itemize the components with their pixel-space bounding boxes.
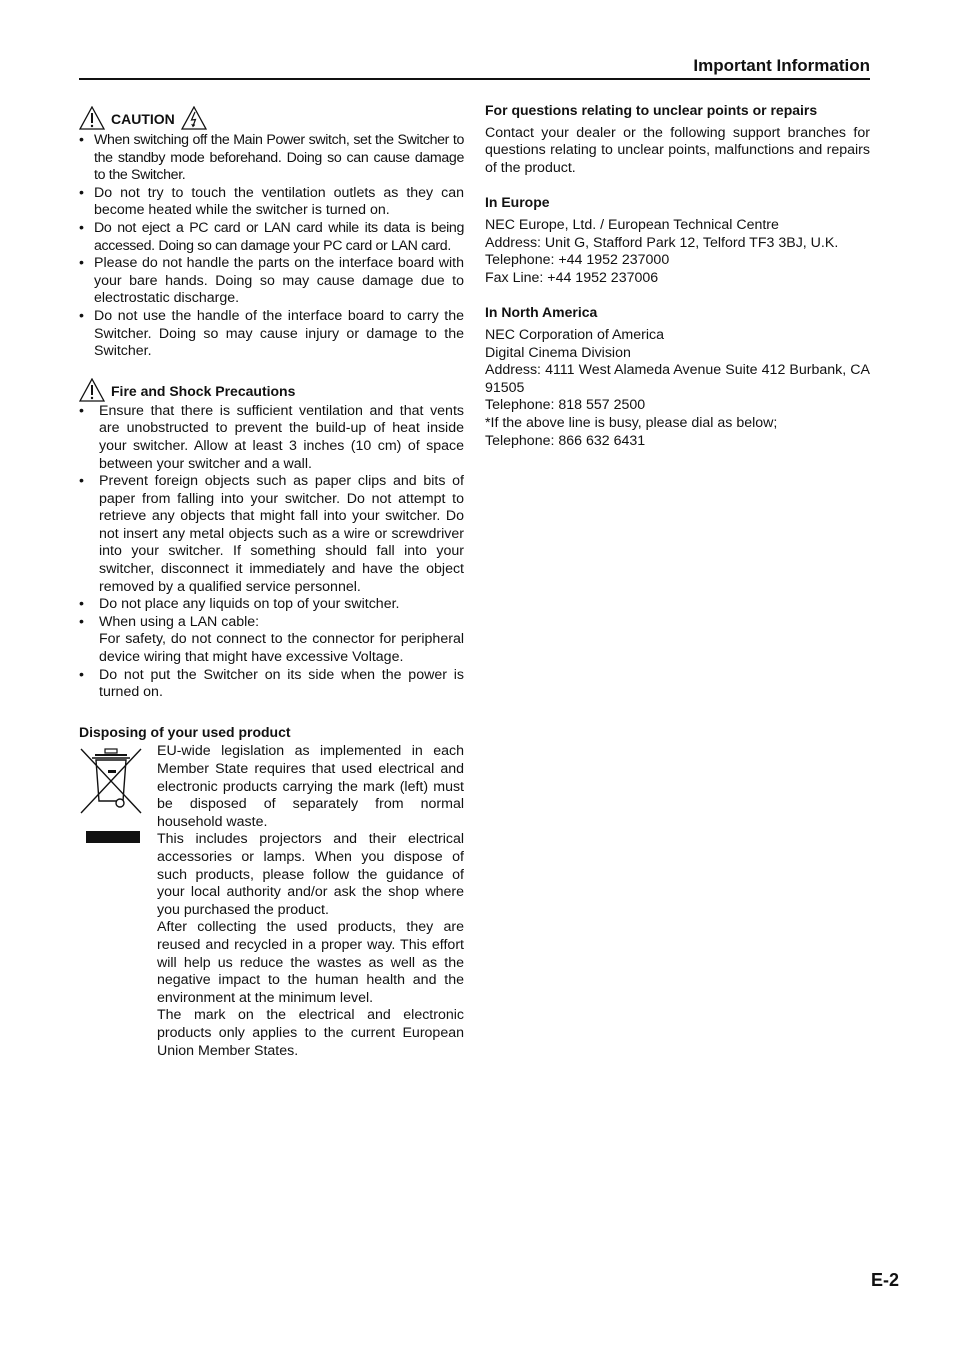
disposal-heading (79, 724, 464, 742)
caution-item: • When switching off the Main Power switch, set the Switcher to the standby mode beforehand. Doing so can cause damage to the Switcher. (79, 132, 464, 185)
disposal-section (79, 743, 464, 1060)
disposal-title: Disposing of your used product (79, 723, 291, 740)
page-header-title: Important Information (693, 56, 870, 75)
disposal-paragraph: This includes projectors and their electrical accessories or lamps. When you dispose of such products, please follow the guidance of your local authority and/or ask the shop where you purchased the product. (157, 831, 464, 918)
europe-line: Telephone: +44 1952 237000 (485, 252, 670, 269)
lan-cable-note: For safety, do not connect to the connector for peripheral device wiring that might have excessive Voltage. (99, 631, 464, 666)
header-rule (79, 78, 870, 80)
page-number: E-2 (870, 1270, 899, 1290)
caution-item: • Do not use the handle of the interface board to carry the Switcher. Doing so may cause injury or damage to the Switcher. (79, 308, 464, 361)
crossed-out-wheelie-bin-icon (79, 743, 145, 815)
america-contact (485, 304, 870, 450)
america-line: Telephone: 866 632 6431 (485, 432, 646, 449)
fire-item: • Do not place any liquids on top of your switcher. (79, 596, 464, 614)
support-title: For questions relating to unclear points or repairs (485, 102, 818, 118)
europe-contact (485, 194, 870, 287)
support-intro: Contact your dealer or the following support branches for questions relating to unclear points, malfunctions and repairs of the product. (485, 124, 870, 176)
disposal-text (157, 743, 464, 1060)
america-line: Telephone: 818 557 2500 (485, 397, 646, 414)
weee-mark-bar (86, 831, 140, 843)
caution-item: • Do not try to touch the ventilation outlets as they can become heated while the switcher is turned on. (79, 185, 464, 220)
caution-item: • Do not eject a PC card or LAN card while its data is being accessed. Doing so can damage your PC card or LAN card. (79, 220, 464, 255)
electric-shock-warning-icon (181, 106, 207, 130)
lan-cable-label: When using a LAN cable: (99, 613, 260, 630)
disposal-paragraph: The mark on the electrical and electronic products only applies to the current European Union Member States. (157, 1007, 464, 1059)
america-line: Address: 4111 West Alameda Avenue Suite 412 Burbank, CA 91505 (485, 362, 870, 396)
fire-title: Fire and Shock Precautions (111, 383, 296, 400)
europe-line: Address: Unit G, Stafford Park 12, Telford TF3 3BJ, U.K. (485, 234, 839, 251)
weee-mark (79, 743, 157, 1060)
disposal-paragraph: After collecting the used products, they are reused and recycled in a proper way. This effort will help us reduce the wastes as well as the negative impact to the human health and the environment at the minimum level. (157, 919, 464, 1006)
caution-heading (79, 106, 464, 130)
fire-item: • Do not put the Switcher on its side when the power is turned on. (79, 667, 464, 702)
disposal-paragraph: EU-wide legislation as implemented in each Member State requires that used electrical and electronic products carrying the mark (left) must be disposed of separately from normal household waste. (157, 743, 464, 830)
america-line: NEC Corporation of America (485, 326, 664, 343)
caution-item: • Please do not handle the parts on the interface board with your bare hands. Doing so may cause damage due to electrostatic discharge. (79, 255, 464, 308)
fire-item: • Ensure that there is sufficient ventilation and that vents are unobstructed to prevent the build-up of heat inside your switcher. Allow at least 3 inches (10 cm) of space between your switcher and a wall. (79, 403, 464, 473)
left-column (79, 106, 464, 1060)
america-line: *If the above line is busy, please dial as below; (485, 414, 778, 431)
caution-list (79, 132, 464, 361)
europe-line: Fax Line: +44 1952 237006 (485, 269, 659, 286)
fire-item (79, 614, 464, 667)
warning-triangle-icon (79, 378, 105, 402)
right-column (485, 102, 870, 450)
caution-title: CAUTION (111, 111, 175, 128)
warning-triangle-icon (79, 106, 105, 130)
fire-item: • Prevent foreign objects such as paper clips and bits of paper from falling into your switcher. Do not attempt to retrieve any objects that might fall into your switcher. Do not insert any metal objects such as a wire or screwdriver into your switcher. If something should fall into your switcher, disconnect it immediately and have the object removed by a qualified service personnel. (79, 473, 464, 596)
fire-list (79, 403, 464, 702)
europe-title: In Europe (485, 194, 550, 211)
america-line: Digital Cinema Division (485, 344, 631, 361)
america-title: In North America (485, 304, 598, 321)
fire-heading (79, 378, 464, 402)
europe-line: NEC Europe, Ltd. / European Technical Centre (485, 216, 779, 233)
